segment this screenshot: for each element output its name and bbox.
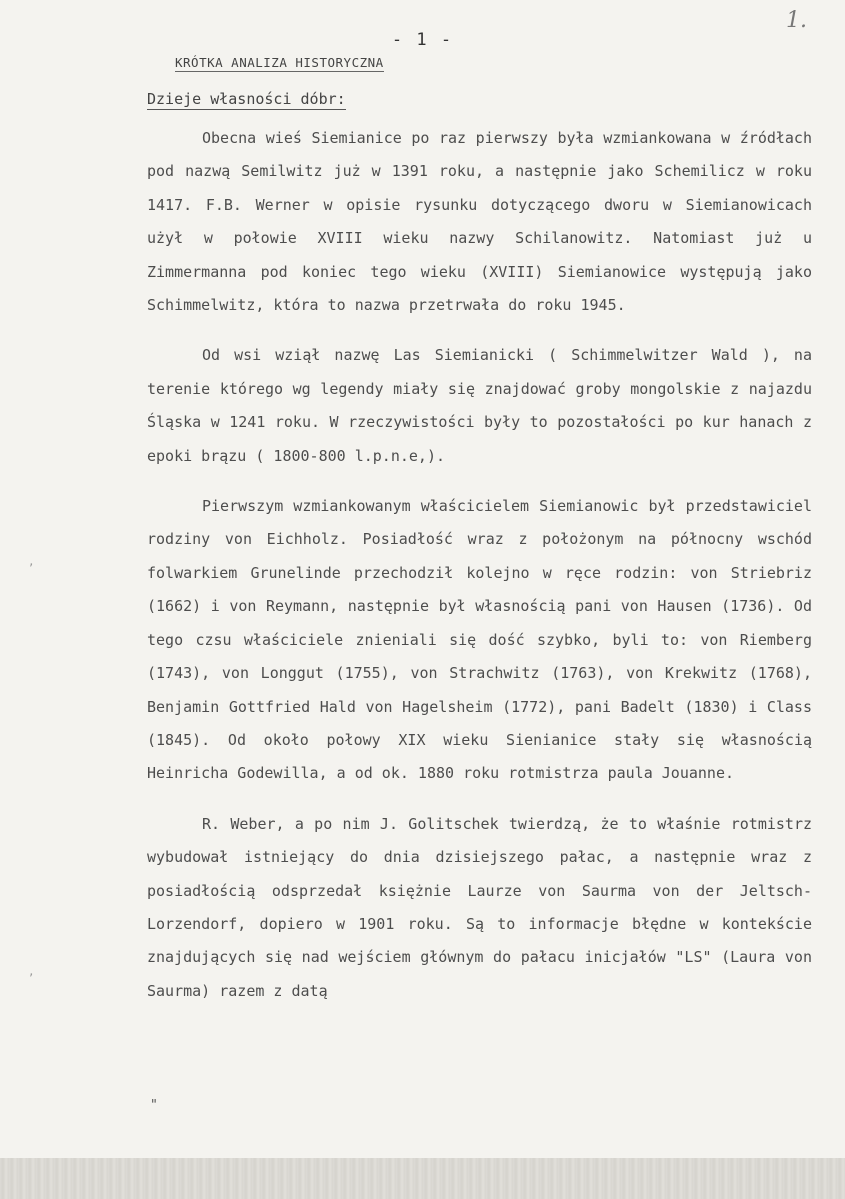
paragraph-1: Obecna wieś Siemianice po raz pierwszy była wzmiankowana w źródłach pod nazwą Semilwitz już w 1391 roku, a następnie jako Schemilicz w roku 1417. F.B. Werner w opisie rysunku dotyczącego dworu w Siemianowicach użył w połowie XVIII wieku nazwy Schilanowitz. Natomiast już u Zimmermanna pod koniec tego wieku (XVIII) Siemianowice występują jako Schimmelwitz, która to nazwa przetrwała do roku 1945. — [147, 129, 812, 315]
margin-tick: , — [28, 555, 35, 568]
scan-bottom-edge — [0, 1158, 845, 1199]
handwritten-page-mark: 1. — [786, 8, 807, 33]
margin-tick: , — [28, 965, 35, 978]
section-title: KRÓTKA ANALIZA HISTORYCZNA — [175, 55, 384, 70]
paragraph-4: R. Weber, a po nim J. Golitschek twierdzą, że to właśnie rotmistrz wybudował istniejący do dnia dzisiejszego pałac, a następnie wraz z posiadłością odsprzedał księżnie Laurze von Saurma von der Jeltsch-Lorzendorf, dopiero w 1901 roku. Są to informacje błędne w kontekście znajdujących się nad wejściem głównym do pałacu inicjałów "LS" (Laura von Saurma) razem z datą — [147, 814, 812, 1000]
subheading: Dzieje własności dóbr: — [147, 90, 346, 108]
continuation-mark: " — [150, 1098, 158, 1113]
paragraph-2: Od wsi wziął nazwę Las Siemianicki ( Schimmelwitzer Wald ), na terenie którego wg legendy miały się znajdować groby mongolskie z najazdu Śląska w 1241 roku. W rzeczywistości były to pozostałości po kur hanach z epoki brązu ( 1800-800 l.p.n.e,). — [147, 346, 812, 465]
page-number: - 1 - — [391, 30, 454, 50]
paragraph-3: Pierwszym wzmiankowanym właścicielem Siemianowic był przedstawiciel rodziny von Eichholz. Posiadłość wraz z położonym na północny wschód folwarkiem Grunelinde przechodził kolejno w ręce rodzin: von Striebriz (1662) i von Reymann, następnie był własnością pani von Hausen (1736). Od tego czsu właściciele znieniali się dość szybko, byli to: von Riemberg (1743), von Longgut (1755), von Strachwitz (1763), von Krekwitz (1768), Benjamin Gottfried Hald von Hagelsheim (1772), pani Badelt (1830) i Class (1845). Od około połowy XIX wieku Sienianice stały się własnością Heinricha Godewilla, a od ok. 1880 roku rotmistrza paula Jouanne. — [147, 497, 812, 783]
body-text — [147, 122, 812, 1025]
